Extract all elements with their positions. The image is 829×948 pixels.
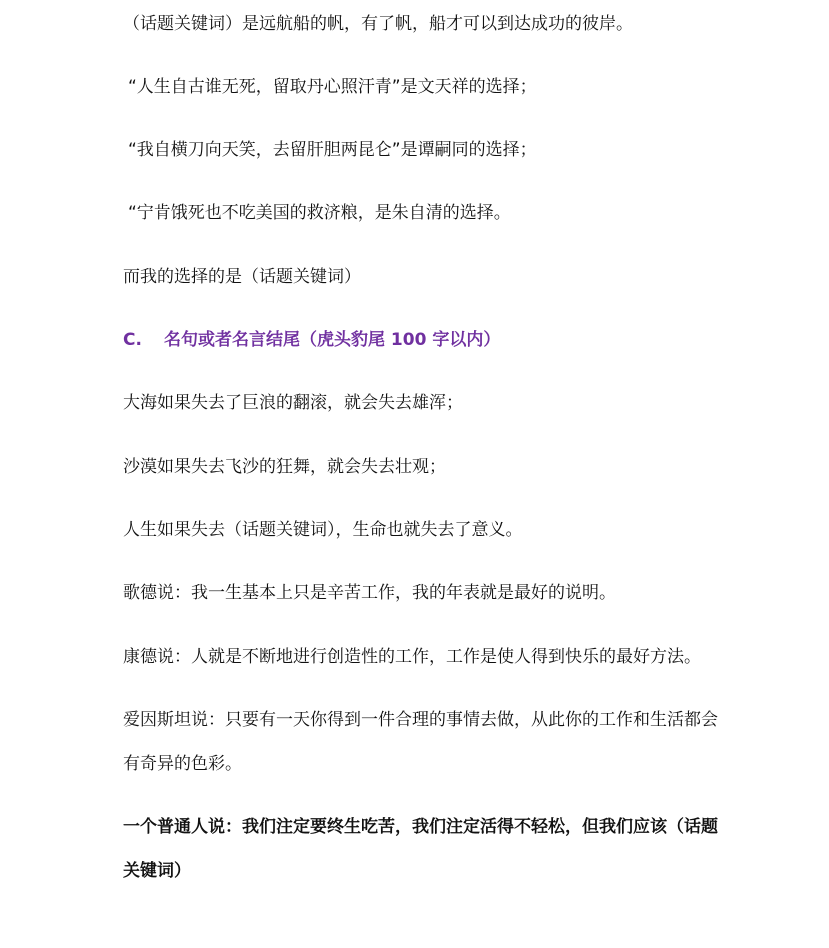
bold-paragraph-line: 关键词） — [123, 861, 191, 881]
paragraph: “人生自古谁无死，留取丹心照汗青”是文天祥的选择； — [128, 77, 537, 97]
paragraph: “我自横刀向天笑，去留肝胆两昆仑”是谭嗣同的选择； — [128, 140, 537, 160]
paragraph: 沙漠如果失去飞沙的狂舞，就会失去壮观； — [123, 457, 446, 477]
paragraph: 歌德说：我一生基本上只是辛苦工作，我的年表就是最好的说明。 — [123, 583, 616, 603]
paragraph: 而我的选择的是（话题关键词） — [123, 267, 361, 287]
bold-paragraph-line: 一个普通人说：我们注定要终生吃苦，我们注定活得不轻松，但我们应该（话题 — [123, 817, 718, 837]
paragraph: 康德说：人就是不断地进行创造性的工作，工作是使人得到快乐的最好方法。 — [123, 647, 701, 667]
paragraph: 大海如果失去了巨浪的翻滚，就会失去雄浑； — [123, 393, 463, 413]
paragraph-line: 爱因斯坦说：只要有一天你得到一件合理的事情去做，从此你的工作和生活都会 — [123, 710, 718, 730]
paragraph: “宁肯饿死也不吃美国的救济粮，是朱自清的选择。 — [128, 203, 511, 223]
section-heading — [123, 329, 500, 351]
section-title: 名句或者名言结尾（虎头豹尾 100 字以内） — [164, 330, 501, 350]
section-number: C. — [123, 330, 142, 350]
paragraph: 人生如果失去（话题关键词），生命也就失去了意义。 — [123, 520, 523, 540]
paragraph: （话题关键词）是远航船的帆，有了帆，船才可以到达成功的彼岸。 — [123, 14, 633, 34]
paragraph-line: 有奇异的色彩。 — [123, 754, 242, 774]
